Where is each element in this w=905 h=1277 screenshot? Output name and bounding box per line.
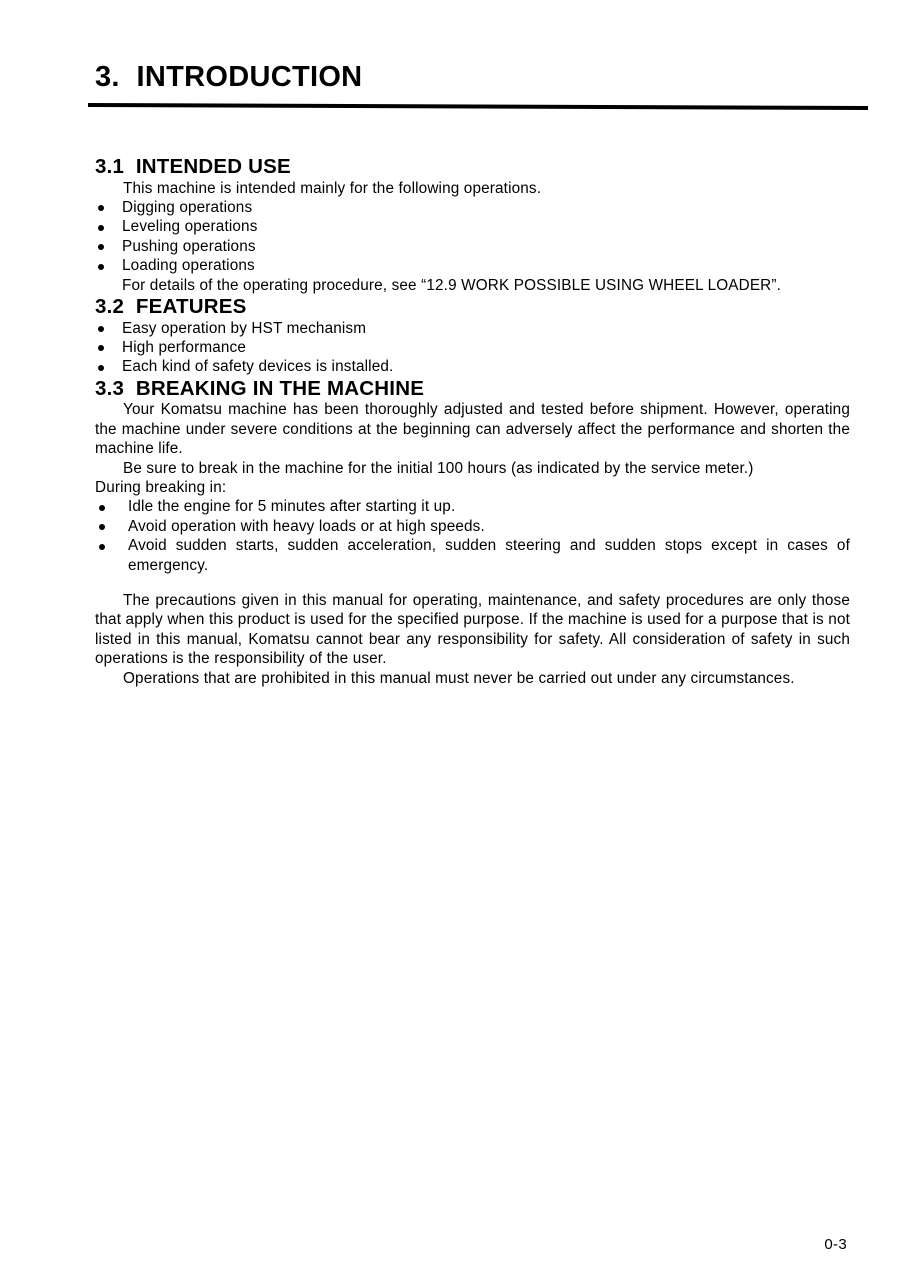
list-item bbox=[95, 198, 850, 217]
list-item-label: Digging operations bbox=[122, 198, 253, 216]
breaking-in-paragraph-2: Be sure to break in the machine for the initial 100 hours (as indicated by the service meter.) bbox=[123, 459, 754, 477]
list-item-label: Each kind of safety devices is installed. bbox=[122, 358, 394, 376]
bullet-icon bbox=[98, 365, 104, 371]
section-heading-features: 3.2 FEATURES bbox=[95, 295, 247, 318]
breaking-in-during-lead: During breaking in: bbox=[95, 478, 227, 496]
list-item-label: Loading operations bbox=[122, 257, 255, 275]
section-heading-breaking-in: 3.3 BREAKING IN THE MACHINE bbox=[95, 376, 425, 400]
list-item-label: Easy operation by HST mechanism bbox=[122, 319, 367, 337]
list-item bbox=[95, 338, 850, 357]
page-body bbox=[95, 155, 850, 688]
features-bullet-list bbox=[95, 319, 850, 377]
bullet-icon bbox=[98, 205, 104, 211]
chapter-title-rule bbox=[88, 103, 868, 110]
breaking-in-paragraph-3: The precautions given in this manual for operating, maintenance, and safety procedures are only those that apply when this product is used for the specified purpose. If the machine is used for a purpose that is not listed in this manual, Komatsu cannot bear any responsibility for safety. All consideration of safety in such operations is the responsibility of the user. bbox=[95, 592, 850, 668]
bullet-icon bbox=[99, 544, 105, 550]
paragraph-spacer bbox=[95, 575, 850, 591]
intended-use-intro: This machine is intended mainly for the following operations. bbox=[123, 179, 542, 197]
bullet-icon bbox=[99, 505, 105, 511]
page-number: 0-3 bbox=[824, 1236, 847, 1253]
bullet-icon bbox=[99, 524, 105, 530]
bullet-icon bbox=[98, 345, 104, 351]
list-item bbox=[95, 256, 850, 275]
list-item bbox=[95, 517, 850, 536]
chapter-title: 3. INTRODUCTION bbox=[95, 61, 363, 93]
chapter-header bbox=[95, 62, 855, 92]
list-item-label: Pushing operations bbox=[122, 237, 256, 255]
intended-use-bullet-list bbox=[95, 198, 850, 276]
list-item bbox=[95, 536, 850, 575]
bullet-icon bbox=[98, 326, 104, 332]
list-item bbox=[95, 237, 850, 256]
list-item-label: High performance bbox=[122, 338, 246, 356]
breaking-in-paragraph-4: Operations that are prohibited in this manual must never be carried out under any circumstances. bbox=[123, 669, 795, 687]
list-item-label: Avoid operation with heavy loads or at high speeds. bbox=[128, 517, 485, 535]
intended-use-closing-note: For details of the operating procedure, see “12.9 WORK POSSIBLE USING WHEEL LOADER”. bbox=[122, 276, 782, 294]
list-item-label: Leveling operations bbox=[122, 218, 258, 236]
bullet-icon bbox=[98, 264, 104, 270]
list-item bbox=[95, 497, 850, 516]
list-item bbox=[95, 319, 850, 338]
section-heading-intended-use: 3.1 INTENDED USE bbox=[95, 155, 291, 178]
breaking-in-paragraph-1: Your Komatsu machine has been thoroughly adjusted and tested before shipment. However, operating the machine under severe conditions at the beginning can adversely affect the performance and shorten the machine life. bbox=[95, 401, 850, 458]
list-item bbox=[95, 357, 850, 376]
bullet-icon bbox=[98, 225, 104, 231]
breaking-in-bullet-list bbox=[95, 497, 850, 575]
list-item bbox=[95, 217, 850, 236]
list-item-label: Avoid sudden starts, sudden acceleration, sudden steering and sudden stops except in cases of emergency. bbox=[128, 537, 850, 574]
bullet-icon bbox=[98, 244, 104, 250]
list-item-label: Idle the engine for 5 minutes after starting it up. bbox=[128, 498, 456, 516]
